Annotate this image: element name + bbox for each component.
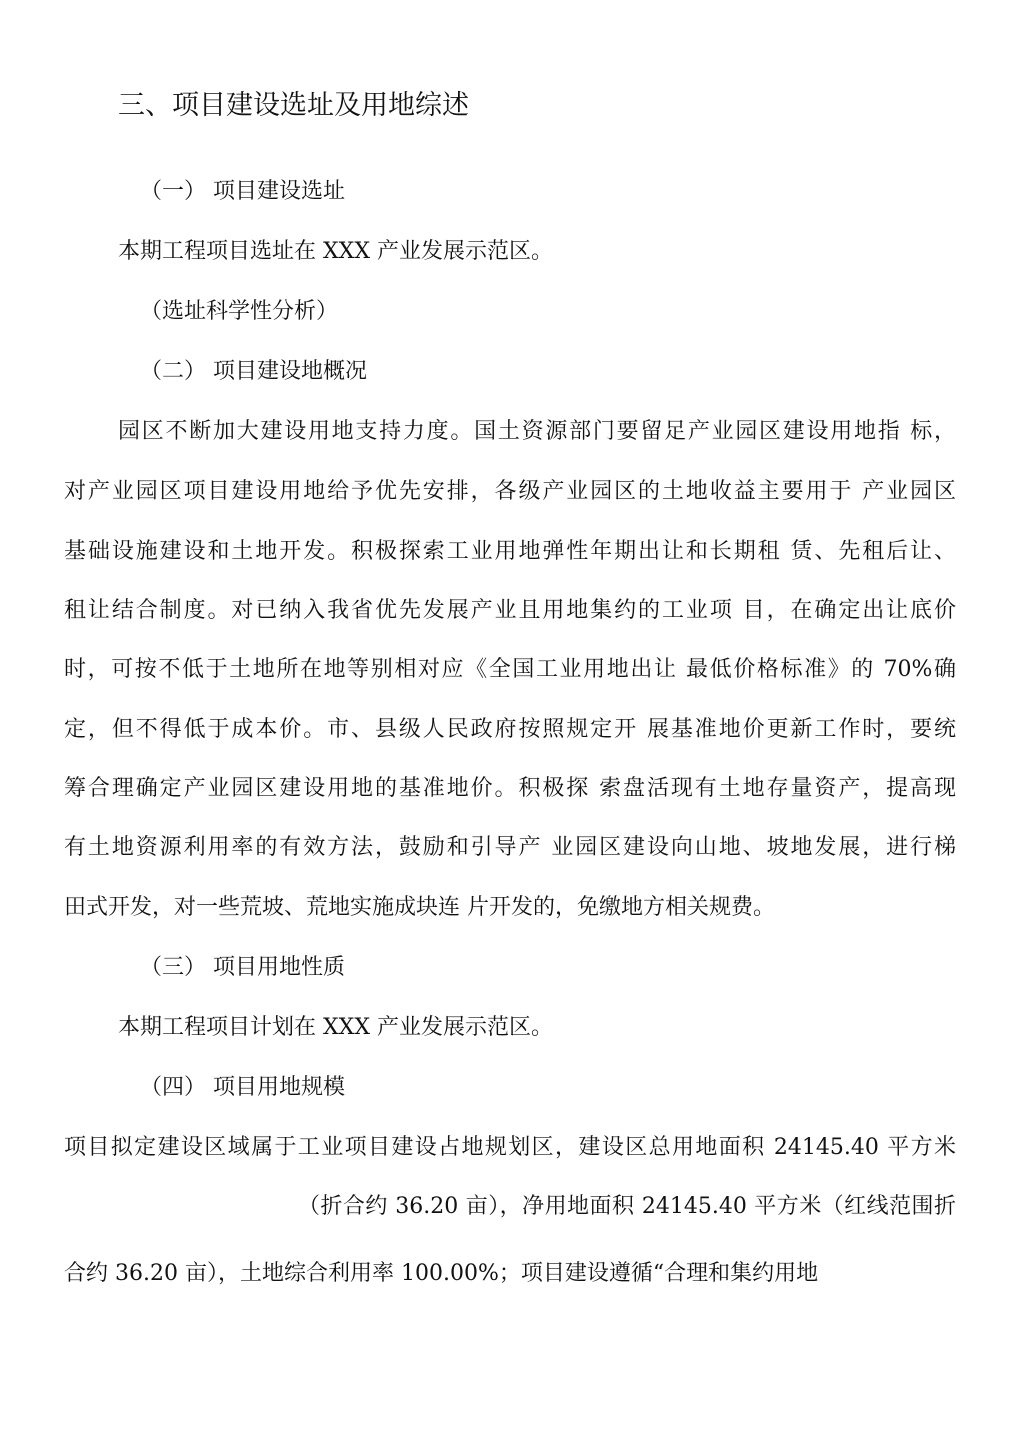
paragraph-line: 基础设施建设和土地开发。积极探索工业用地弹性年期出让和长期租 赁、先租后让、: [64, 539, 956, 564]
paragraph-line: 筹合理确定产业园区建设用地的基准地价。积极探 索盘活现有土地存量资产，提高现: [64, 776, 956, 801]
paragraph-line: 田式开发，对一些荒坡、荒地实施成块连 片开发的，免缴地方相关规费。: [64, 895, 775, 920]
paragraph-land-nature: 本期工程项目计划在 XXX 产业发展示范区。: [118, 1015, 553, 1040]
paragraph-line: 时，可按不低于土地所在地等别相对应《全国工业用地出让 最低价格标准》的 70%确: [64, 657, 956, 682]
subsection-heading-1: （一） 项目建设选址: [140, 179, 345, 204]
paragraph-line: 园区不断加大建设用地支持力度。国土资源部门要留足产业园区建设用地指 标，: [118, 419, 956, 444]
section-title: 三、项目建设选址及用地综述: [118, 90, 469, 121]
subsection-heading-3: （三） 项目用地性质: [140, 955, 345, 980]
paragraph-line: 对产业园区项目建设用地给予优先安排，各级产业园区的土地收益主要用于 产业园区: [64, 479, 956, 504]
paragraph-site-analysis-note: （选址科学性分析）: [140, 299, 339, 324]
paragraph-line: 有土地资源利用率的有效方法，鼓励和引导产 业园区建设向山地、坡地发展，进行梯: [64, 835, 956, 860]
subsection-heading-4: （四） 项目用地规模: [140, 1075, 345, 1100]
paragraph-line: 租让结合制度。对已纳入我省优先发展产业且用地集约的工业项 目，在确定出让底价: [64, 598, 956, 623]
paragraph-line: （折合约 36.20 亩），净用地面积 24145.40 平方米（红线范围折: [298, 1194, 956, 1219]
subsection-heading-2: （二） 项目建设地概况: [140, 359, 367, 384]
paragraph-line: 项目拟定建设区域属于工业项目建设占地规划区，建设区总用地面积 24145.40 平方米: [64, 1135, 956, 1160]
paragraph-site-location: 本期工程项目选址在 XXX 产业发展示范区。: [118, 239, 553, 264]
paragraph-line: 合约 36.20 亩），土地综合利用率 100.00%；项目建设遵循“合理和集约用地: [64, 1261, 819, 1286]
paragraph-line: 定，但不得低于成本价。市、县级人民政府按照规定开 展基准地价更新工作时，要统: [64, 717, 956, 742]
